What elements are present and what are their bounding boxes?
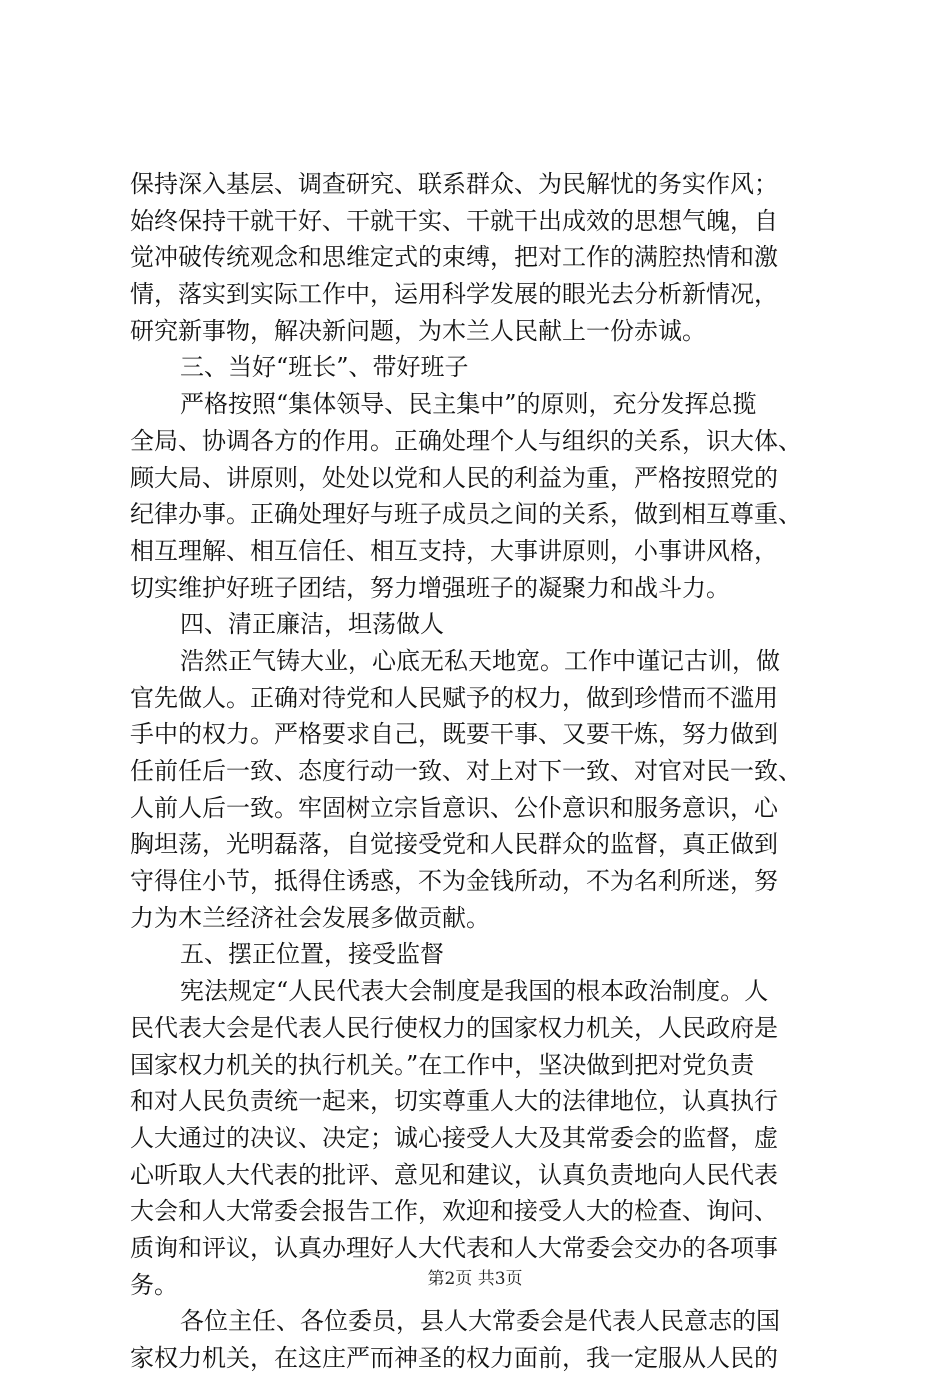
text-line: 守得住小节，抵得住诱惑，不为金钱所动，不为名利所迷，努	[130, 867, 778, 896]
text-line: 人前人后一致。牢固树立宗旨意识、公仆意识和服务意识，心	[130, 793, 778, 822]
paragraph	[130, 643, 830, 937]
text-line: 手中的权力。严格要求自己，既要干事、又要干炼，努力做到	[130, 720, 778, 749]
text-line: 五、摆正位置，接受监督	[180, 940, 444, 969]
text-line: 心听取人大代表的批评、意见和建议，认真负责地向人民代表	[130, 1160, 778, 1189]
text-line: 三、当好“班长”、带好班子	[180, 353, 469, 382]
paragraph	[130, 1303, 830, 1376]
text-line: 力为木兰经济社会发展多做贡献。	[130, 903, 490, 932]
document-body	[130, 166, 830, 1377]
text-line: 顾大局、讲原则，处处以党和人民的利益为重，严格按照党的	[130, 463, 778, 492]
section-heading	[130, 606, 830, 643]
text-line: 觉冲破传统观念和思维定式的束缚，把对工作的满腔热情和激	[130, 243, 778, 272]
text-line: 人大通过的决议、决定；诚心接受人大及其常委会的监督，虚	[130, 1123, 778, 1152]
text-line: 相互理解、相互信任、相互支持，大事讲原则，小事讲风格，	[130, 536, 778, 565]
text-line: 各位主任、各位委员，县人大常委会是代表人民意志的国	[180, 1307, 780, 1336]
text-line: 和对人民负责统一起来，切实尊重人大的法律地位，认真执行	[130, 1087, 778, 1116]
text-line: 情，落实到实际工作中，运用科学发展的眼光去分析新情况，	[130, 280, 778, 309]
text-line: 大会和人大常委会报告工作，欢迎和接受人大的检查、询问、	[130, 1197, 778, 1226]
paragraph	[130, 386, 830, 606]
text-line: 切实维护好班子团结，努力增强班子的凝聚力和战斗力。	[130, 573, 730, 602]
paragraph	[130, 166, 830, 349]
text-line: 质询和评议，认真办理好人大代表和人大常委会交办的各项事	[130, 1233, 778, 1262]
text-line: 四、清正廉洁，坦荡做人	[180, 610, 444, 639]
text-line: 民代表大会是代表人民行使权力的国家权力机关，人民政府是	[130, 1013, 778, 1042]
paragraph	[130, 973, 830, 1303]
section-heading	[130, 349, 830, 386]
text-line: 务。	[130, 1270, 178, 1299]
section-heading	[130, 936, 830, 973]
text-line: 保持深入基层、调查研究、联系群众、为民解忧的务实作风；	[130, 170, 778, 198]
text-line: 任前任后一致、态度行动一致、对上对下一致、对官对民一致、	[130, 757, 802, 785]
text-line: 国家权力机关的执行机关。”在工作中，坚决做到把对党负责	[130, 1050, 755, 1079]
text-line: 纪律办事。正确处理好与班子成员之间的关系，做到相互尊重、	[130, 500, 802, 529]
text-line: 家权力机关，在这庄严而神圣的权力面前，我一定服从人民的	[130, 1344, 778, 1372]
text-line: 全局、协调各方的作用。正确处理个人与组织的关系，识大体、	[130, 426, 802, 455]
text-line: 胸坦荡，光明磊落，自觉接受党和人民群众的监督，真正做到	[130, 830, 778, 859]
text-line: 始终保持干就干好、干就干实、干就干出成效的思想气魄，自	[130, 206, 778, 235]
text-line: 严格按照“集体领导、民主集中”的原则，充分发挥总揽	[180, 390, 757, 419]
text-line: 宪法规定“人民代表大会制度是我国的根本政治制度。人	[180, 977, 769, 1006]
page-footer: 第2页 共3页	[427, 1269, 523, 1289]
text-line: 研究新事物，解决新问题，为木兰人民献上一份赤诚。	[130, 316, 706, 345]
text-line: 浩然正气铸大业，心底无私天地宽。工作中谨记古训，做	[180, 646, 780, 675]
text-line: 官先做人。正确对待党和人民赋予的权力，做到珍惜而不滥用	[130, 683, 778, 712]
